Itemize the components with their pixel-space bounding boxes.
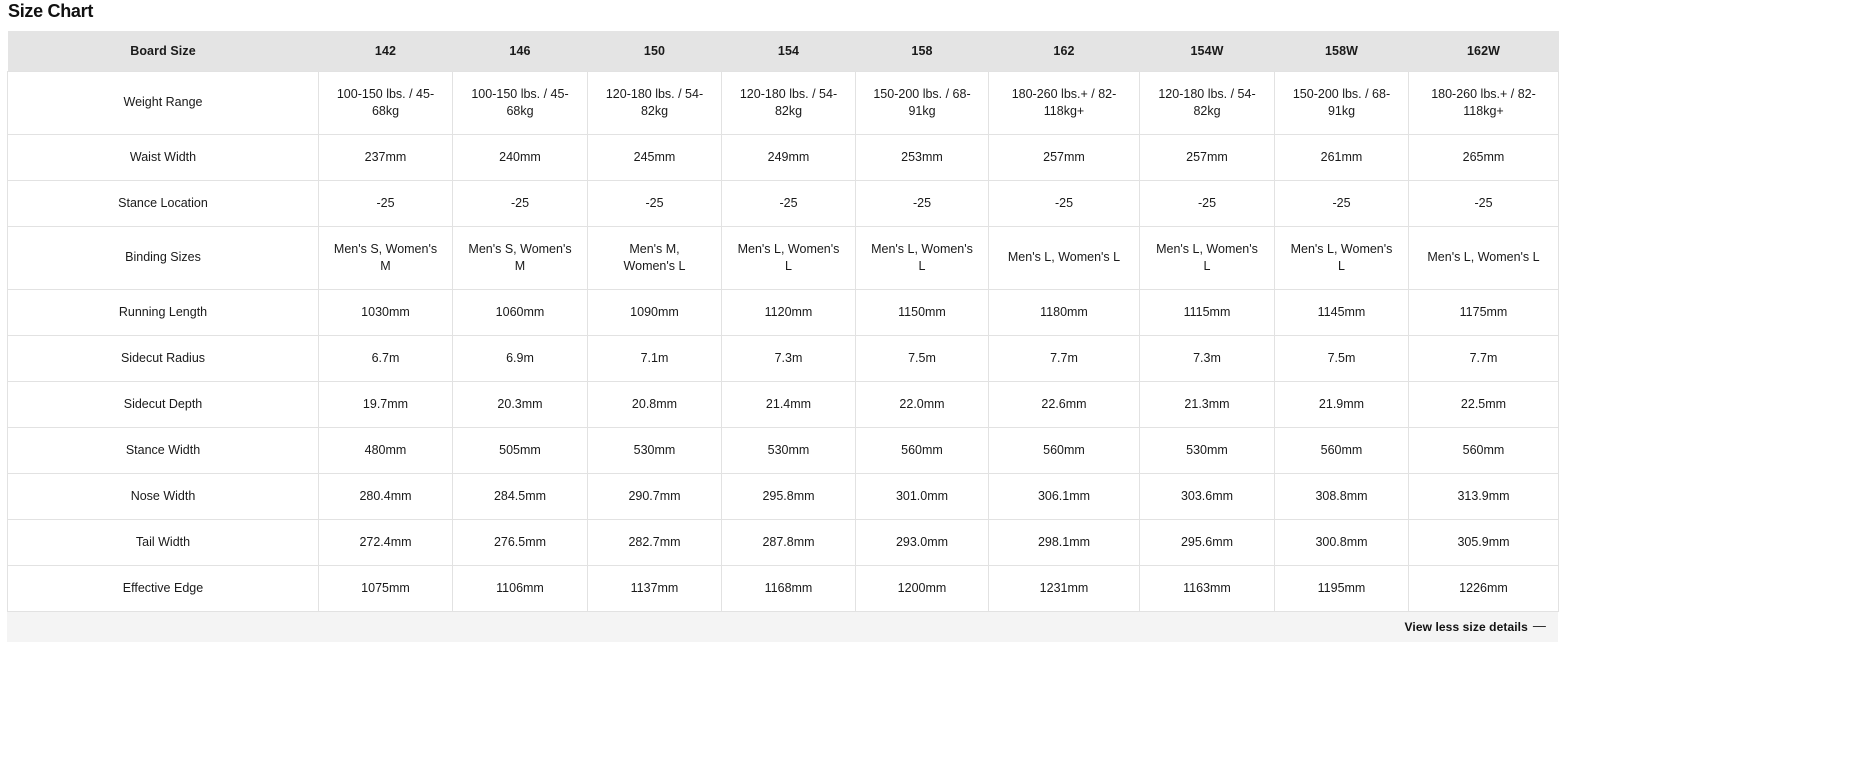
table-cell: 120-180 lbs. / 54-82kg (588, 71, 722, 134)
table-cell: 301.0mm (856, 473, 989, 519)
table-cell: 257mm (989, 134, 1140, 180)
table-cell: 7.3m (1140, 335, 1275, 381)
table-cell: 150-200 lbs. / 68-91kg (1275, 71, 1409, 134)
page-title: Size Chart (8, 1, 94, 21)
table-cell: 1150mm (856, 289, 989, 335)
table-cell: 276.5mm (453, 519, 588, 565)
row-label: Effective Edge (8, 565, 319, 611)
table-cell: 261mm (1275, 134, 1409, 180)
table-cell: 1075mm (319, 565, 453, 611)
row-label: Running Length (8, 289, 319, 335)
table-cell: 303.6mm (1140, 473, 1275, 519)
table-cell: -25 (1140, 180, 1275, 226)
table-cell: Men's L, Women's L (1409, 226, 1559, 289)
table-cell: Men's L, Women's L (1275, 226, 1409, 289)
table-cell: 1168mm (722, 565, 856, 611)
table-cell: 1200mm (856, 565, 989, 611)
table-cell: 530mm (1140, 427, 1275, 473)
size-column-header: 158 (856, 31, 989, 71)
table-cell: 7.1m (588, 335, 722, 381)
board-size-header: Board Size (8, 31, 319, 71)
table-cell: 287.8mm (722, 519, 856, 565)
table-cell: 1195mm (1275, 565, 1409, 611)
table-cell: 530mm (722, 427, 856, 473)
table-cell: 300.8mm (1275, 519, 1409, 565)
table-cell: 272.4mm (319, 519, 453, 565)
table-cell: -25 (453, 180, 588, 226)
row-label: Weight Range (8, 71, 319, 134)
table-cell: 1090mm (588, 289, 722, 335)
table-cell: 298.1mm (989, 519, 1140, 565)
table-cell: 1120mm (722, 289, 856, 335)
table-cell: 22.6mm (989, 381, 1140, 427)
table-cell: 282.7mm (588, 519, 722, 565)
size-column-header: 142 (319, 31, 453, 71)
table-cell: 100-150 lbs. / 45-68kg (319, 71, 453, 134)
table-row (8, 180, 1559, 226)
table-cell: 1137mm (588, 565, 722, 611)
view-less-size-details-link[interactable] (1405, 619, 1547, 634)
table-cell: 1115mm (1140, 289, 1275, 335)
table-cell: 21.9mm (1275, 381, 1409, 427)
table-row (8, 519, 1559, 565)
table-footer (7, 612, 1558, 642)
table-cell: Men's L, Women's L (989, 226, 1140, 289)
table-cell: 21.3mm (1140, 381, 1275, 427)
table-row (8, 427, 1559, 473)
table-cell: Men's M, Women's L (588, 226, 722, 289)
table-cell: 308.8mm (1275, 473, 1409, 519)
table-cell: 1145mm (1275, 289, 1409, 335)
size-column-header: 162 (989, 31, 1140, 71)
table-cell: 1175mm (1409, 289, 1559, 335)
table-cell: -25 (588, 180, 722, 226)
table-cell: 1030mm (319, 289, 453, 335)
size-column-header: 158W (1275, 31, 1409, 71)
table-cell: Men's L, Women's L (722, 226, 856, 289)
table-cell: 1231mm (989, 565, 1140, 611)
table-cell: 100-150 lbs. / 45-68kg (453, 71, 588, 134)
table-cell: 295.6mm (1140, 519, 1275, 565)
table-cell: 22.0mm (856, 381, 989, 427)
table-cell: 180-260 lbs.+ / 82-118kg+ (989, 71, 1140, 134)
row-label: Binding Sizes (8, 226, 319, 289)
row-label: Sidecut Depth (8, 381, 319, 427)
table-cell: 7.3m (722, 335, 856, 381)
row-label: Stance Location (8, 180, 319, 226)
table-cell: 150-200 lbs. / 68-91kg (856, 71, 989, 134)
table-cell: -25 (1409, 180, 1559, 226)
table-row (8, 134, 1559, 180)
table-cell: 530mm (588, 427, 722, 473)
table-cell: 560mm (989, 427, 1140, 473)
table-cell: 306.1mm (989, 473, 1140, 519)
table-cell: 7.5m (856, 335, 989, 381)
table-cell: 22.5mm (1409, 381, 1559, 427)
table-header-row (8, 31, 1559, 71)
table-cell: Men's S, Women's M (319, 226, 453, 289)
table-cell: 237mm (319, 134, 453, 180)
table-cell: 21.4mm (722, 381, 856, 427)
size-column-header: 162W (1409, 31, 1559, 71)
table-cell: 6.7m (319, 335, 453, 381)
table-cell: 1226mm (1409, 565, 1559, 611)
table-cell: Men's L, Women's L (856, 226, 989, 289)
table-cell: 295.8mm (722, 473, 856, 519)
table-cell: 265mm (1409, 134, 1559, 180)
size-chart-table (7, 31, 1558, 642)
table-cell: 1163mm (1140, 565, 1275, 611)
table-row (8, 381, 1559, 427)
table-cell: 1060mm (453, 289, 588, 335)
row-label: Waist Width (8, 134, 319, 180)
table-row (8, 289, 1559, 335)
size-column-header: 154W (1140, 31, 1275, 71)
table-cell: -25 (319, 180, 453, 226)
table-cell: 180-260 lbs.+ / 82-118kg+ (1409, 71, 1559, 134)
table-cell: Men's L, Women's L (1140, 226, 1275, 289)
table-row (8, 226, 1559, 289)
table-cell: 280.4mm (319, 473, 453, 519)
table-cell: 7.7m (989, 335, 1140, 381)
table-cell: 480mm (319, 427, 453, 473)
table-cell: -25 (1275, 180, 1409, 226)
table-cell: 305.9mm (1409, 519, 1559, 565)
table-cell: Men's S, Women's M (453, 226, 588, 289)
view-less-label: View less size details (1404, 619, 1528, 634)
table-cell: 293.0mm (856, 519, 989, 565)
table-row (8, 473, 1559, 519)
table-cell: -25 (722, 180, 856, 226)
table-cell: 1106mm (453, 565, 588, 611)
table-row (8, 71, 1559, 134)
table-cell: 257mm (1140, 134, 1275, 180)
row-label: Nose Width (8, 473, 319, 519)
table-cell: 6.9m (453, 335, 588, 381)
table-row (8, 335, 1559, 381)
table-cell: 7.7m (1409, 335, 1559, 381)
size-column-header: 150 (588, 31, 722, 71)
table-cell: 245mm (588, 134, 722, 180)
table-cell: 560mm (1409, 427, 1559, 473)
size-column-header: 154 (722, 31, 856, 71)
table-cell: 284.5mm (453, 473, 588, 519)
table-cell: 249mm (722, 134, 856, 180)
minus-icon: — (1532, 618, 1546, 633)
row-label: Tail Width (8, 519, 319, 565)
row-label: Sidecut Radius (8, 335, 319, 381)
table-cell: 240mm (453, 134, 588, 180)
table-cell: 560mm (1275, 427, 1409, 473)
table-cell: 505mm (453, 427, 588, 473)
size-column-header: 146 (453, 31, 588, 71)
table-cell: -25 (856, 180, 989, 226)
table-cell: 1180mm (989, 289, 1140, 335)
table-cell: 253mm (856, 134, 989, 180)
row-label: Stance Width (8, 427, 319, 473)
table-cell: 120-180 lbs. / 54-82kg (722, 71, 856, 134)
table-cell: 313.9mm (1409, 473, 1559, 519)
table-cell: 290.7mm (588, 473, 722, 519)
table-cell: -25 (989, 180, 1140, 226)
table-row (8, 565, 1559, 611)
table-cell: 560mm (856, 427, 989, 473)
table-cell: 20.8mm (588, 381, 722, 427)
table-cell: 7.5m (1275, 335, 1409, 381)
table-cell: 19.7mm (319, 381, 453, 427)
table-cell: 120-180 lbs. / 54-82kg (1140, 71, 1275, 134)
table-cell: 20.3mm (453, 381, 588, 427)
